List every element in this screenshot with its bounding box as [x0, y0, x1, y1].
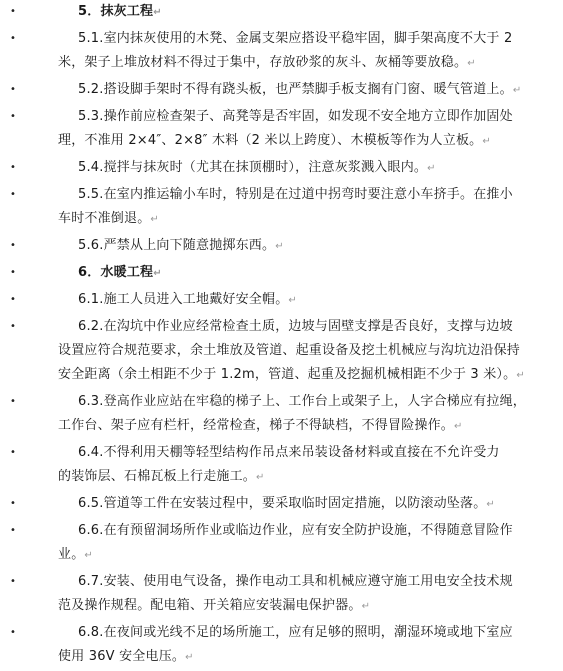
bullet-marker: • [10, 576, 16, 587]
paragraph-mark-icon: ↵ [84, 550, 93, 561]
text-line [58, 543, 550, 567]
paragraph-mark-icon: ↵ [512, 85, 522, 96]
paragraph-mark-icon: ↵ [153, 268, 162, 279]
bullet-marker: • [10, 498, 16, 509]
text-content: 5.2.搭设脚手架时不得有跷头板，也严禁脚手板支搁有门窗、暖气管道上。 [78, 82, 513, 97]
paragraph-mark-icon: ↵ [150, 214, 159, 225]
bullet-marker: • [10, 6, 16, 17]
text-content: 6.1.施工人员进入工地戴好安全帽。 [78, 292, 289, 307]
bullet-marker: • [10, 321, 16, 332]
text-content: 5．抹灰工程 [78, 4, 154, 19]
text-line [58, 645, 550, 669]
clause-paragraph [10, 105, 550, 153]
text-content: 5.3.操作前应检查架子、高凳等是否牢固，如发现不安全地方立即作加固处 [78, 109, 513, 124]
text-line [58, 594, 550, 618]
bullet-marker: • [10, 189, 16, 200]
text-line [58, 105, 550, 129]
paragraph-mark-icon: ↵ [516, 370, 525, 381]
paragraph-mark-icon: ↵ [361, 601, 371, 612]
text-line [58, 390, 550, 414]
text-content: 范及操作规程。配电箱、开关箱应安装漏电保护器。 [58, 598, 362, 613]
text-line [58, 0, 550, 24]
text-content: 6.8.在夜间或光线不足的场所施工，应有足够的照明，潮湿环境或地下室应 [78, 625, 513, 640]
text-content: 设置应符合规范要求，余土堆放及管道、起重设备及挖土机械应与沟坑边沿保持 [58, 343, 521, 358]
text-line [58, 129, 550, 153]
clause-paragraph [10, 288, 550, 312]
text-content: 6.2.在沟坑中作业应经常检查土质，边坡与固壁支撑是否良好，支撑与边坡 [78, 319, 513, 334]
paragraph-mark-icon: ↵ [454, 421, 463, 432]
text-content: 业。 [58, 547, 85, 562]
bullet-marker: • [10, 267, 16, 278]
text-line [58, 570, 550, 594]
text-content: 6.3.登高作业应站在牢稳的梯子上、工作台上或架子上，人字合梯应有拉绳， [78, 394, 527, 409]
text-line [58, 414, 550, 438]
bullet-marker: • [10, 33, 16, 44]
text-content: 工作台、架子应有栏杆，经常检查，梯子不得缺档，不得冒险操作。 [58, 418, 455, 433]
text-line [58, 27, 550, 51]
text-content: 6.7.安装、使用电气设备，操作电动工具和机械应遵守施工用电安全技术规 [78, 574, 513, 589]
bullet-marker: • [10, 396, 16, 407]
paragraph-mark-icon: ↵ [185, 652, 194, 663]
text-line [58, 519, 550, 543]
text-content: 5.1.室内抹灰使用的木凳、金属支架应搭设平稳牢固，脚手架高度不大于 2 [78, 31, 513, 46]
text-line [58, 363, 550, 387]
text-line [58, 51, 550, 75]
paragraph-mark-icon: ↵ [153, 7, 162, 18]
text-content: 安全距离（余土相距不少于 1.2m，管道、起重及挖掘机械相距不少于 3 米）。 [58, 367, 517, 382]
clause-paragraph [10, 492, 550, 516]
text-content: 5.6.严禁从上向下随意抛掷东西。 [78, 238, 276, 253]
paragraph-mark-icon: ↵ [427, 163, 436, 174]
text-content: 的装饰层、石棉瓦板上行走施工。 [58, 469, 257, 484]
bullet-marker: • [10, 294, 16, 305]
text-content: 理，不准用 2×4″、2×8″ 木料（2 米以上跨度）、木模板等作为人立板。 [58, 133, 483, 148]
section-heading [10, 261, 550, 285]
text-line [58, 78, 550, 102]
text-content: 6.5.管道等工件在安装过程中，要采取临时固定措施，以防滚动坠落。 [78, 496, 487, 511]
clause-paragraph [10, 315, 550, 387]
text-line [58, 339, 550, 363]
clause-paragraph [10, 234, 550, 258]
bullet-marker: • [10, 240, 16, 251]
clause-paragraph [10, 570, 550, 618]
text-line [58, 156, 550, 180]
text-line [58, 183, 550, 207]
text-content: 5.5.在室内推运输小车时，特别是在过道中拐弯时要注意小车挤手。在推小 [78, 187, 513, 202]
paragraph-mark-icon: ↵ [467, 58, 476, 69]
paragraph-mark-icon: ↵ [482, 136, 491, 147]
text-content: 6．水暖工程 [78, 265, 154, 280]
text-content: 5.4.搅拌与抹灰时（尤其在抹顶棚时），注意灰浆溅入眼内。 [78, 160, 428, 175]
text-line [58, 492, 550, 516]
clause-paragraph [10, 27, 550, 75]
text-line [58, 621, 550, 645]
text-line [58, 261, 550, 285]
clause-paragraph [10, 621, 550, 669]
clause-paragraph [10, 156, 550, 180]
bullet-marker: • [10, 525, 16, 536]
text-content: 6.4.不得利用天棚等轻型结构作吊点来吊装设备材料或直接在不允许受力 [78, 445, 500, 460]
text-content: 车时不准倒退。 [58, 211, 151, 226]
clause-paragraph [10, 183, 550, 231]
text-content: 使用 36V 安全电压。 [58, 649, 186, 664]
paragraph-mark-icon: ↵ [486, 499, 496, 510]
text-line [58, 234, 550, 258]
text-line [58, 441, 550, 465]
paragraph-mark-icon: ↵ [256, 472, 265, 483]
text-line [58, 465, 550, 489]
text-content: 6.6.在有预留洞场所作业或临边作业，应有安全防护设施，不得随意冒险作 [78, 523, 513, 538]
section-heading [10, 0, 550, 24]
bullet-marker: • [10, 162, 16, 173]
bullet-marker: • [10, 111, 16, 122]
clause-paragraph [10, 441, 550, 489]
text-line [58, 315, 550, 339]
clause-paragraph [10, 519, 550, 567]
clause-paragraph [10, 78, 550, 102]
bullet-marker: • [10, 84, 16, 95]
text-line [58, 207, 550, 231]
clause-paragraph [10, 390, 550, 438]
text-line [58, 288, 550, 312]
bullet-marker: • [10, 447, 16, 458]
bullet-marker: • [10, 627, 16, 638]
paragraph-mark-icon: ↵ [288, 295, 298, 306]
paragraph-mark-icon: ↵ [275, 241, 284, 252]
text-content: 米，架子上堆放材料不得过于集中，存放砂浆的灰斗、灰桶等要放稳。 [58, 55, 468, 70]
